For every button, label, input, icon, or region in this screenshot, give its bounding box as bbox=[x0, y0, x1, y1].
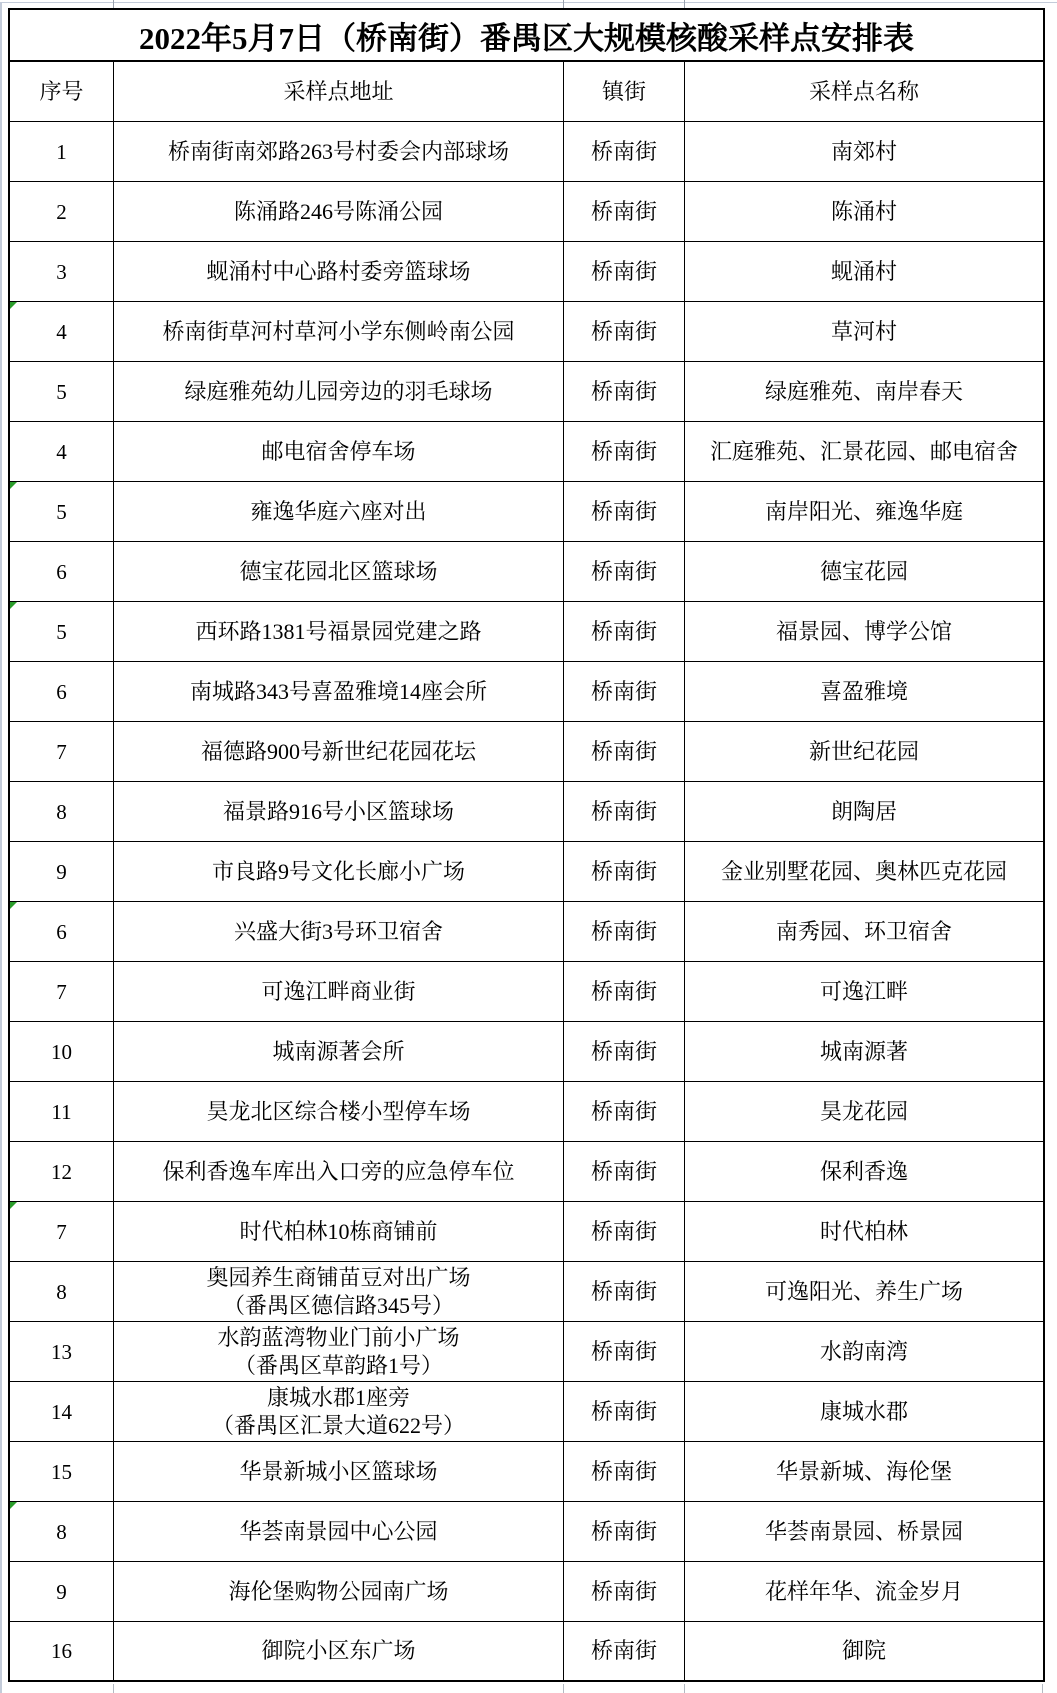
address-cell bbox=[114, 962, 564, 1021]
serial-number: 4 bbox=[56, 319, 67, 344]
address-line: 华荟南景园中心公园 bbox=[239, 1518, 438, 1544]
address-line: 时代柏林10栋商铺前 bbox=[239, 1218, 438, 1244]
name-cell: 可逸江畔 bbox=[819, 978, 908, 1004]
gridline-stub bbox=[563, 0, 564, 8]
serial-cell bbox=[10, 182, 114, 241]
name-cell: 蚬涌村 bbox=[830, 258, 897, 284]
serial-cell bbox=[10, 1622, 114, 1680]
table-row bbox=[10, 122, 1043, 182]
table-row bbox=[10, 1202, 1043, 1262]
name-cell: 福景园、博学公馆 bbox=[775, 618, 952, 644]
address-line: 邮电宿舍停车场 bbox=[261, 438, 416, 464]
serial-cell bbox=[10, 1082, 114, 1141]
serial-number: 5 bbox=[56, 499, 67, 524]
name-cell: 金业别墅花园、奥林匹克花园 bbox=[720, 858, 1007, 884]
address-cell bbox=[114, 782, 564, 841]
table-row bbox=[10, 902, 1043, 962]
serial-number: 11 bbox=[51, 1099, 72, 1124]
table-row bbox=[10, 422, 1043, 482]
name-cell: 水韵南湾 bbox=[819, 1338, 908, 1364]
serial-cell bbox=[10, 662, 114, 721]
serial-number: 10 bbox=[51, 1039, 72, 1064]
header-serial: 序号 bbox=[10, 62, 114, 121]
town-cell: 桥南街 bbox=[564, 302, 685, 361]
town-cell: 桥南街 bbox=[564, 542, 685, 601]
table-row bbox=[10, 362, 1043, 422]
serial-number: 8 bbox=[56, 1279, 67, 1304]
serial-cell bbox=[10, 122, 114, 181]
serial-cell bbox=[10, 542, 114, 601]
address-line: 可逸江畔商业街 bbox=[261, 978, 416, 1004]
name-cell: 南郊村 bbox=[830, 138, 897, 164]
address-line: 昊龙北区综合楼小型停车场 bbox=[206, 1098, 471, 1124]
serial-number: 6 bbox=[56, 559, 67, 584]
address-line: 桥南街南郊路263号村委会内部球场 bbox=[167, 138, 509, 164]
table-row bbox=[10, 1442, 1043, 1502]
serial-cell bbox=[10, 422, 114, 481]
serial-cell bbox=[10, 1382, 114, 1441]
address-cell bbox=[114, 842, 564, 901]
serial-cell bbox=[10, 722, 114, 781]
address-line: （番禺区汇景大道622号） bbox=[211, 1412, 465, 1438]
serial-cell bbox=[10, 602, 114, 661]
table-row bbox=[10, 242, 1043, 302]
name-cell: 草河村 bbox=[830, 318, 897, 344]
town-cell: 桥南街 bbox=[564, 362, 685, 421]
serial-number: 6 bbox=[56, 919, 67, 944]
address-cell bbox=[114, 542, 564, 601]
serial-cell bbox=[10, 1322, 114, 1381]
serial-number: 16 bbox=[51, 1639, 72, 1663]
name-cell: 绿庭雅苑、南岸春天 bbox=[764, 378, 963, 404]
serial-number: 9 bbox=[56, 1579, 67, 1604]
name-cell: 华景新城、海伦堡 bbox=[775, 1458, 952, 1484]
address-cell bbox=[114, 722, 564, 781]
table-row bbox=[10, 842, 1043, 902]
address-cell bbox=[114, 602, 564, 661]
header-town: 镇街 bbox=[564, 62, 685, 121]
serial-cell bbox=[10, 962, 114, 1021]
serial-cell bbox=[10, 362, 114, 421]
address-line: （番禺区草韵路1号） bbox=[233, 1352, 443, 1378]
address-cell bbox=[114, 1622, 564, 1680]
name-cell: 时代柏林 bbox=[819, 1218, 908, 1244]
town-cell: 桥南街 bbox=[564, 602, 685, 661]
table-title: 2022年5月7日（桥南街）番禺区大规模核酸采样点安排表 bbox=[10, 10, 1043, 62]
address-cell bbox=[114, 1202, 564, 1261]
gridline-stub bbox=[684, 0, 685, 8]
serial-cell bbox=[10, 1262, 114, 1321]
address-line: 海伦堡购物公园南广场 bbox=[228, 1578, 449, 1604]
town-cell: 桥南街 bbox=[564, 782, 685, 841]
town-cell: 桥南街 bbox=[564, 242, 685, 301]
serial-number: 3 bbox=[56, 259, 67, 284]
name-cell: 可逸阳光、养生广场 bbox=[764, 1278, 963, 1304]
serial-number: 13 bbox=[51, 1339, 72, 1364]
table-row bbox=[10, 1322, 1043, 1382]
name-cell: 御院 bbox=[841, 1638, 886, 1663]
serial-number: 15 bbox=[51, 1459, 72, 1484]
town-cell: 桥南街 bbox=[564, 122, 685, 181]
address-cell bbox=[114, 482, 564, 541]
town-cell: 桥南街 bbox=[564, 1562, 685, 1621]
address-cell bbox=[114, 662, 564, 721]
excel-corner-flag-icon bbox=[10, 602, 17, 609]
table-row bbox=[10, 1022, 1043, 1082]
name-cell: 保利香逸 bbox=[819, 1158, 908, 1184]
address-cell bbox=[114, 122, 564, 181]
address-line: 绿庭雅苑幼儿园旁边的羽毛球场 bbox=[184, 378, 493, 404]
address-line: 水韵蓝湾物业门前小广场 bbox=[217, 1324, 460, 1350]
table-row bbox=[10, 542, 1043, 602]
sampling-schedule-table bbox=[8, 8, 1045, 1682]
town-cell: 桥南街 bbox=[564, 1082, 685, 1141]
header-address: 采样点地址 bbox=[114, 62, 564, 121]
serial-cell bbox=[10, 842, 114, 901]
serial-cell bbox=[10, 1442, 114, 1501]
serial-number: 8 bbox=[56, 799, 67, 824]
table-row bbox=[10, 1142, 1043, 1202]
serial-number: 1 bbox=[56, 139, 67, 164]
town-cell: 桥南街 bbox=[564, 1382, 685, 1441]
table-row bbox=[10, 1502, 1043, 1562]
table-row bbox=[10, 482, 1043, 542]
name-cell: 昊龙花园 bbox=[819, 1098, 908, 1124]
name-cell: 汇庭雅苑、汇景花园、邮电宿舍 bbox=[709, 438, 1018, 464]
town-cell: 桥南街 bbox=[564, 1202, 685, 1261]
address-line: 福景路916号小区篮球场 bbox=[222, 798, 454, 824]
town-cell: 桥南街 bbox=[564, 662, 685, 721]
town-cell: 桥南街 bbox=[564, 1022, 685, 1081]
table-row bbox=[10, 962, 1043, 1022]
serial-number: 12 bbox=[51, 1159, 72, 1184]
serial-number: 7 bbox=[56, 979, 67, 1004]
address-cell bbox=[114, 1382, 564, 1441]
name-cell: 喜盈雅境 bbox=[819, 678, 908, 704]
town-cell: 桥南街 bbox=[564, 182, 685, 241]
address-line: 康城水郡1座旁 bbox=[266, 1384, 410, 1410]
serial-cell bbox=[10, 302, 114, 361]
table-row bbox=[10, 1262, 1043, 1322]
table-row bbox=[10, 602, 1043, 662]
address-line: 御院小区东广场 bbox=[261, 1638, 416, 1663]
table-row bbox=[10, 662, 1043, 722]
address-line: 西环路1381号福景园党建之路 bbox=[195, 618, 482, 644]
address-cell bbox=[114, 1322, 564, 1381]
name-cell: 朗陶居 bbox=[830, 798, 897, 824]
town-cell: 桥南街 bbox=[564, 1262, 685, 1321]
name-cell: 华荟南景园、桥景园 bbox=[764, 1518, 963, 1544]
window-top-edge bbox=[0, 2, 1057, 3]
address-cell bbox=[114, 182, 564, 241]
address-line: 南城路343号喜盈雅境14座会所 bbox=[189, 678, 487, 704]
serial-cell bbox=[10, 1142, 114, 1201]
table-row bbox=[10, 302, 1043, 362]
gridline-stub bbox=[113, 1684, 114, 1693]
excel-corner-flag-icon bbox=[10, 302, 17, 309]
name-cell: 花样年华、流金岁月 bbox=[764, 1578, 963, 1604]
gridline-stub bbox=[113, 0, 114, 8]
name-cell: 南岸阳光、雍逸华庭 bbox=[764, 498, 963, 524]
address-line: 兴盛大街3号环卫宿舍 bbox=[233, 918, 443, 944]
town-cell: 桥南街 bbox=[564, 1442, 685, 1501]
address-line: 桥南街草河村草河小学东侧岭南公园 bbox=[162, 318, 515, 344]
serial-cell bbox=[10, 1502, 114, 1561]
address-line: （番禺区德信路345号） bbox=[222, 1292, 454, 1318]
town-cell: 桥南街 bbox=[564, 1142, 685, 1201]
table-row bbox=[10, 782, 1043, 842]
table-row bbox=[10, 1562, 1043, 1622]
header-name: 采样点名称 bbox=[808, 78, 919, 104]
serial-cell bbox=[10, 1202, 114, 1261]
address-line: 雍逸华庭六座对出 bbox=[250, 498, 427, 524]
address-cell bbox=[114, 1262, 564, 1321]
gridline-stub bbox=[1042, 1684, 1043, 1693]
address-cell bbox=[114, 302, 564, 361]
serial-cell bbox=[10, 242, 114, 301]
address-cell bbox=[114, 1022, 564, 1081]
town-cell: 桥南街 bbox=[564, 422, 685, 481]
window-left-edge bbox=[0, 2, 2, 1693]
table-header-row bbox=[10, 62, 1043, 122]
table-row bbox=[10, 1622, 1043, 1680]
address-cell bbox=[114, 902, 564, 961]
serial-number: 7 bbox=[56, 739, 67, 764]
gridline-stub bbox=[563, 1684, 564, 1693]
serial-cell bbox=[10, 1562, 114, 1621]
address-line: 华景新城小区篮球场 bbox=[239, 1458, 438, 1484]
serial-number: 14 bbox=[51, 1399, 72, 1424]
excel-corner-flag-icon bbox=[10, 482, 17, 489]
serial-number: 6 bbox=[56, 679, 67, 704]
address-cell bbox=[114, 1442, 564, 1501]
name-cell: 德宝花园 bbox=[819, 558, 908, 584]
town-cell: 桥南街 bbox=[564, 482, 685, 541]
address-cell bbox=[114, 362, 564, 421]
serial-number: 7 bbox=[56, 1219, 67, 1244]
address-cell bbox=[114, 422, 564, 481]
address-line: 奥园养生商铺苗豆对出广场 bbox=[206, 1264, 471, 1290]
table-row bbox=[10, 182, 1043, 242]
name-cell: 城南源著 bbox=[819, 1038, 908, 1064]
address-cell bbox=[114, 242, 564, 301]
name-cell: 南秀园、环卫宿舍 bbox=[775, 918, 952, 944]
serial-number: 4 bbox=[56, 439, 67, 464]
name-cell: 陈涌村 bbox=[830, 198, 897, 224]
table-body bbox=[10, 122, 1043, 1680]
serial-number: 5 bbox=[56, 619, 67, 644]
serial-number: 8 bbox=[56, 1519, 67, 1544]
excel-corner-flag-icon bbox=[10, 902, 17, 909]
address-line: 德宝花园北区篮球场 bbox=[239, 558, 438, 584]
town-cell: 桥南街 bbox=[564, 902, 685, 961]
town-cell: 桥南街 bbox=[564, 842, 685, 901]
town-cell: 桥南街 bbox=[564, 722, 685, 781]
town-cell: 桥南街 bbox=[564, 962, 685, 1021]
town-cell: 桥南街 bbox=[564, 1322, 685, 1381]
excel-corner-flag-icon bbox=[10, 1502, 17, 1509]
serial-number: 9 bbox=[56, 859, 67, 884]
address-line: 市良路9号文化长廊小广场 bbox=[211, 858, 465, 884]
address-cell bbox=[114, 1502, 564, 1561]
address-cell bbox=[114, 1562, 564, 1621]
serial-cell bbox=[10, 782, 114, 841]
excel-corner-flag-icon bbox=[10, 1202, 17, 1209]
name-cell: 康城水郡 bbox=[819, 1398, 908, 1424]
address-line: 城南源著会所 bbox=[272, 1038, 405, 1064]
town-cell: 桥南街 bbox=[564, 1622, 685, 1680]
table-row bbox=[10, 722, 1043, 782]
town-cell: 桥南街 bbox=[564, 1502, 685, 1561]
address-cell bbox=[114, 1142, 564, 1201]
serial-cell bbox=[10, 482, 114, 541]
address-line: 保利香逸车库出入口旁的应急停车位 bbox=[162, 1158, 515, 1184]
serial-cell bbox=[10, 1022, 114, 1081]
address-line: 陈涌路246号陈涌公园 bbox=[233, 198, 443, 224]
serial-number: 5 bbox=[56, 379, 67, 404]
address-line: 福德路900号新世纪花园花坛 bbox=[200, 738, 476, 764]
gridline-stub bbox=[684, 1684, 685, 1693]
address-cell bbox=[114, 1082, 564, 1141]
table-row bbox=[10, 1382, 1043, 1442]
address-line: 蚬涌村中心路村委旁篮球场 bbox=[206, 258, 471, 284]
serial-number: 2 bbox=[56, 199, 67, 224]
table-row bbox=[10, 1082, 1043, 1142]
serial-cell bbox=[10, 902, 114, 961]
name-cell: 新世纪花园 bbox=[808, 738, 919, 764]
